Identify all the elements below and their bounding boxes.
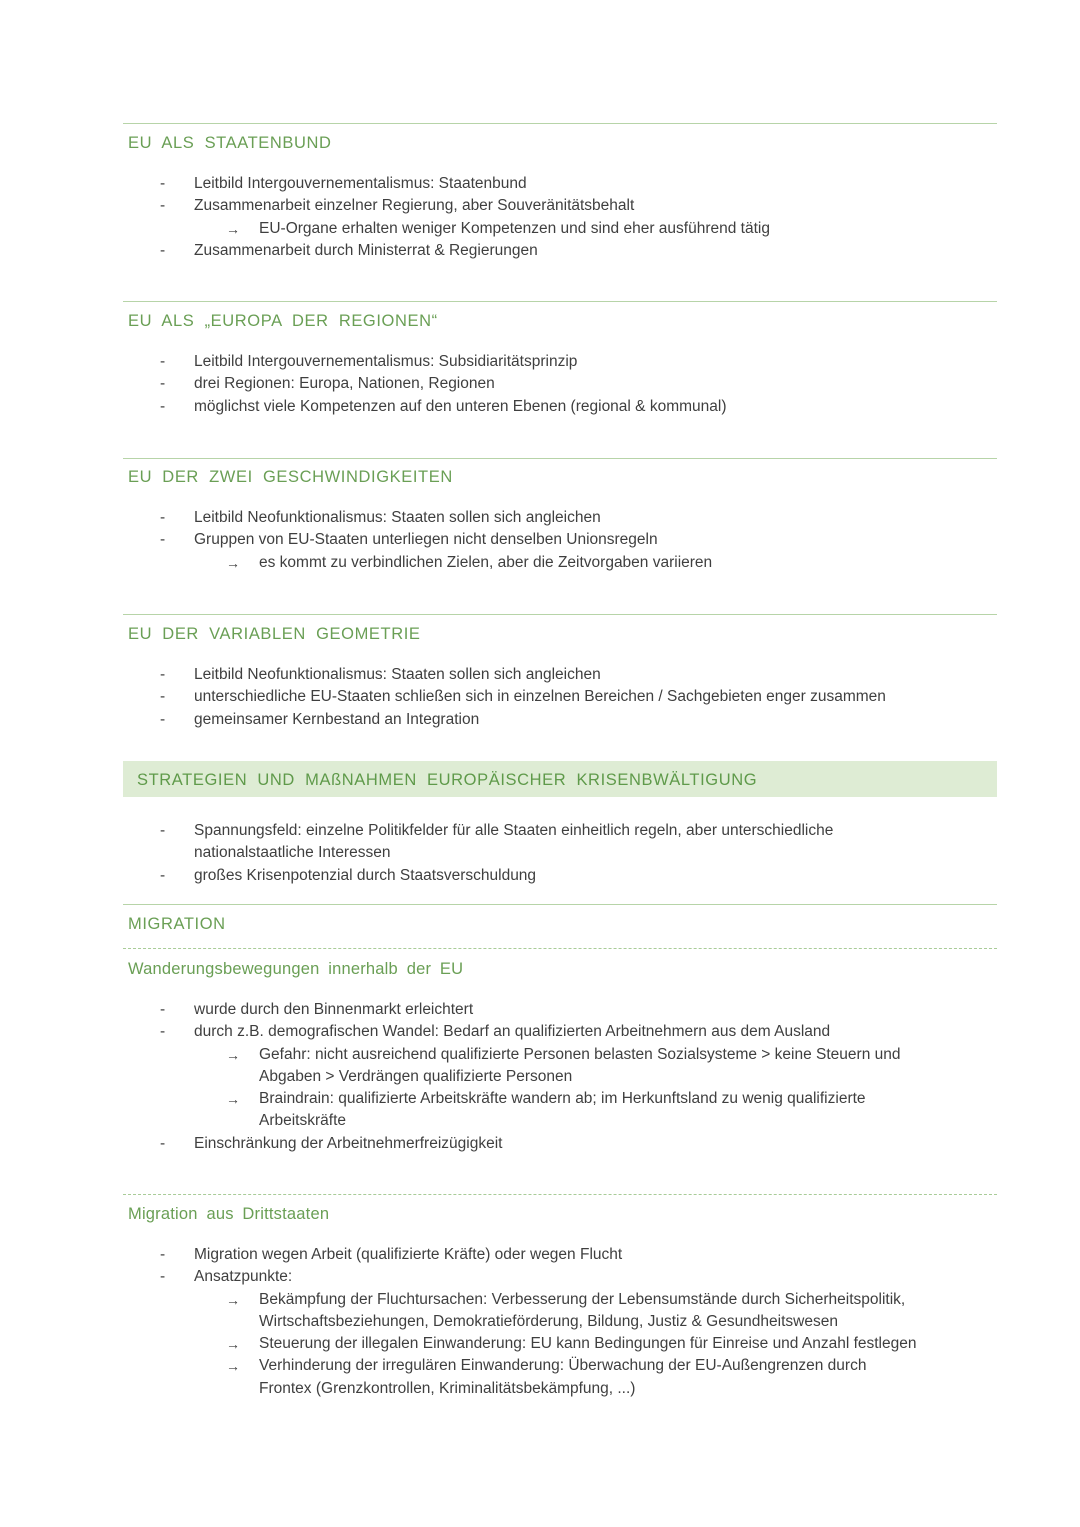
subsection-heading: Migration aus Drittstaaten bbox=[128, 1205, 330, 1223]
arrow-item: → es kommt zu verbindlichen Zielen, aber die Zeitvorgaben variieren bbox=[0, 552, 1080, 574]
list-item: - Spannungsfeld: einzelne Politikfelder für alle Staaten einheitlich regeln, aber unterschiedliche bbox=[0, 820, 1080, 842]
arrow-item-continuation: Frontex (Grenzkontrollen, Kriminalitätsbekämpfung, ...) bbox=[259, 1379, 636, 1397]
section-heading: EU DER ZWEI GESCHWINDIGKEITEN bbox=[128, 468, 453, 486]
list-item: - Leitbild Intergouvernementalismus: Staatenbund bbox=[0, 173, 1080, 195]
bullet-dash: - bbox=[160, 1134, 166, 1152]
bullet-list bbox=[0, 664, 1080, 731]
section-divider bbox=[123, 904, 997, 905]
bullet-dash: - bbox=[160, 710, 166, 728]
subsection-divider bbox=[123, 1194, 997, 1195]
highlight-band bbox=[123, 761, 997, 797]
arrow-item-continuation: Arbeitskräfte bbox=[259, 1112, 347, 1130]
bullet-dash: - bbox=[160, 175, 166, 192]
bullet-dash: - bbox=[160, 1268, 166, 1286]
bullet-list bbox=[0, 999, 1080, 1155]
arrow-item: → Gefahr: nicht ausreichend qualifizierte Personen belasten Sozialsysteme > keine Steuern und bbox=[0, 1044, 1080, 1066]
list-item: - wurde durch den Binnenmarkt erleichtert bbox=[0, 999, 1080, 1021]
bullet-dash: - bbox=[160, 1246, 166, 1263]
section-heading: EU DER VARIABLEN GEOMETRIE bbox=[128, 625, 421, 643]
bullet-dash: - bbox=[160, 353, 166, 370]
bullet-dash: - bbox=[160, 197, 166, 215]
arrow-icon: → bbox=[226, 1046, 240, 1063]
list-item: - Gruppen von EU-Staaten unterliegen nicht denselben Unionsregeln bbox=[0, 529, 1080, 551]
list-item: - großes Krisenpotenzial durch Staatsverschuldung bbox=[0, 865, 1080, 887]
arrow-icon: → bbox=[226, 220, 240, 237]
bullet-dash: - bbox=[160, 822, 166, 839]
list-item: - Leitbild Intergouvernementalismus: Subsidiaritätsprinzip bbox=[0, 351, 1080, 373]
list-item: - Migration wegen Arbeit (qualifizierte Kräfte) oder wegen Flucht bbox=[0, 1244, 1080, 1266]
list-item-continuation: nationalstaatliche Interessen bbox=[194, 844, 391, 862]
bullet-list bbox=[0, 820, 1080, 887]
bullet-dash: - bbox=[160, 1023, 166, 1041]
bullet-list bbox=[0, 507, 1080, 574]
bullet-dash: - bbox=[160, 531, 166, 549]
section-heading: MIGRATION bbox=[128, 915, 226, 933]
section-heading: STRATEGIEN UND MAßNAHMEN EUROPÄISCHER KRISENBWÄLTIGUNG bbox=[137, 771, 758, 789]
bullet-dash: - bbox=[160, 397, 166, 415]
subsection-heading: Wanderungsbewegungen innerhalb der EU bbox=[128, 960, 464, 978]
section-divider bbox=[123, 123, 997, 124]
list-item: - Ansatzpunkte: bbox=[0, 1266, 1080, 1288]
list-item: - drei Regionen: Europa, Nationen, Regionen bbox=[0, 373, 1080, 395]
list-item: - Zusammenarbeit durch Ministerrat & Regierungen bbox=[0, 240, 1080, 262]
bullet-dash: - bbox=[160, 509, 166, 526]
arrow-icon: → bbox=[226, 1091, 240, 1108]
list-item: - Leitbild Neofunktionalismus: Staaten sollen sich angleichen bbox=[0, 507, 1080, 529]
bullet-dash: - bbox=[160, 666, 166, 683]
bullet-list bbox=[0, 173, 1080, 262]
arrow-item: → Steuerung der illegalen Einwanderung: EU kann Bedingungen für Einreise und Anzahl festlegen bbox=[0, 1333, 1080, 1355]
section-heading: EU ALS „EUROPA DER REGIONEN“ bbox=[128, 312, 438, 330]
section-divider bbox=[123, 458, 997, 459]
section-divider bbox=[123, 614, 997, 615]
section-heading: EU ALS STAATENBUND bbox=[128, 134, 332, 152]
arrow-icon: → bbox=[226, 1358, 240, 1375]
arrow-item: → Verhinderung der irregulären Einwanderung: Überwachung der EU-Außengrenzen durch bbox=[0, 1355, 1080, 1377]
arrow-item-continuation: Wirtschaftsbeziehungen, Demokratieförderung, Bildung, Justiz & Gesundheitswesen bbox=[259, 1312, 838, 1330]
list-item: - gemeinsamer Kernbestand an Integration bbox=[0, 709, 1080, 731]
list-item: - Leitbild Neofunktionalismus: Staaten sollen sich angleichen bbox=[0, 664, 1080, 686]
list-item: - möglichst viele Kompetenzen auf den unteren Ebenen (regional & kommunal) bbox=[0, 396, 1080, 418]
subsection-divider bbox=[123, 948, 997, 949]
section-divider bbox=[123, 301, 997, 302]
arrow-item-continuation: Abgaben > Verdrängen qualifizierte Personen bbox=[259, 1067, 573, 1085]
list-item: - durch z.B. demografischen Wandel: Bedarf an qualifizierten Arbeitnehmern aus dem Ausland bbox=[0, 1021, 1080, 1043]
arrow-item: → Bekämpfung der Fluchtursachen: Verbesserung der Lebensumstände durch Sicherheitspolitik, bbox=[0, 1289, 1080, 1311]
bullet-dash: - bbox=[160, 375, 166, 393]
arrow-icon: → bbox=[226, 554, 240, 571]
bullet-dash: - bbox=[160, 866, 166, 884]
list-item: - Einschränkung der Arbeitnehmerfreizügigkeit bbox=[0, 1133, 1080, 1155]
list-item: - unterschiedliche EU-Staaten schließen sich in einzelnen Bereichen / Sachgebieten enger zusammen bbox=[0, 686, 1080, 708]
bullet-list bbox=[0, 351, 1080, 418]
arrow-icon: → bbox=[226, 1291, 240, 1308]
bullet-list bbox=[0, 1244, 1080, 1400]
arrow-icon: → bbox=[226, 1336, 240, 1353]
arrow-item: → Braindrain: qualifizierte Arbeitskräfte wandern ab; im Herkunftsland zu wenig qualifizierte bbox=[0, 1088, 1080, 1110]
arrow-item: → EU-Organe erhalten weniger Kompetenzen und sind eher ausführend tätig bbox=[0, 218, 1080, 240]
list-item: - Zusammenarbeit einzelner Regierung, aber Souveränitätsbehalt bbox=[0, 195, 1080, 217]
bullet-dash: - bbox=[160, 688, 166, 706]
bullet-dash: - bbox=[160, 1001, 166, 1018]
bullet-dash: - bbox=[160, 241, 166, 259]
